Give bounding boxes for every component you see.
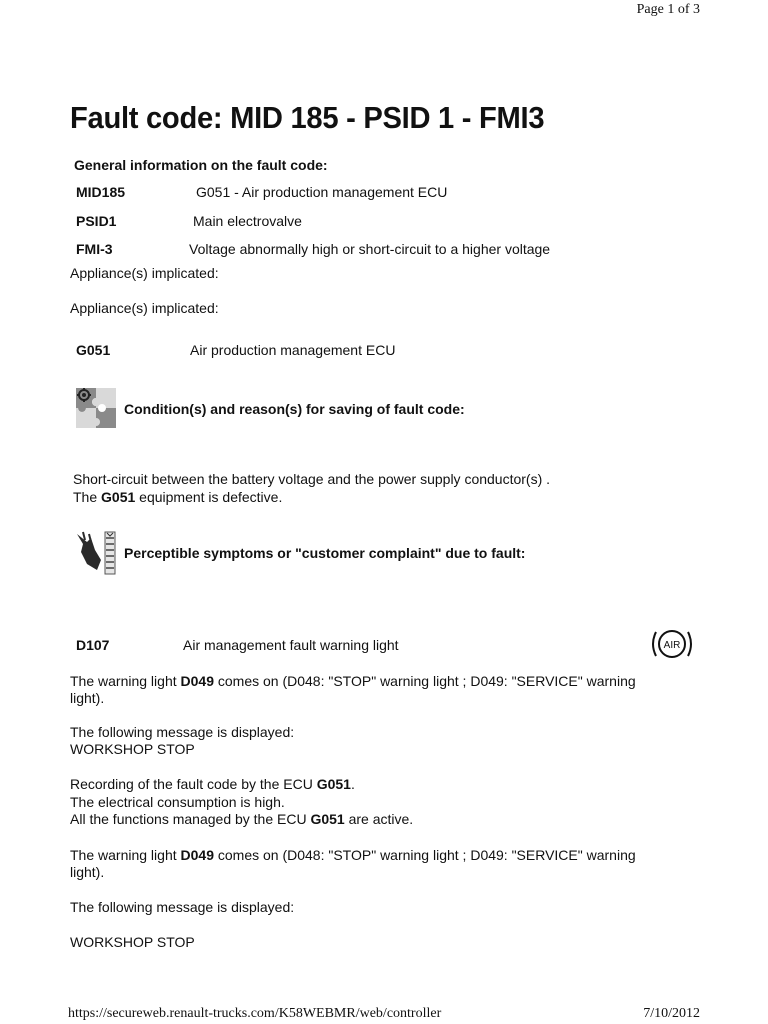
symptom-p2-line-1: The following message is displayed: bbox=[70, 724, 295, 740]
indicator-code: D107 bbox=[76, 637, 110, 653]
page-indicator: Page 1 of 3 bbox=[636, 2, 700, 17]
air-warning-icon bbox=[649, 626, 695, 662]
info-code-psid: PSID1 bbox=[76, 213, 117, 229]
appliance-code: G051 bbox=[76, 342, 111, 358]
footer-date: 7/10/2012 bbox=[643, 1006, 700, 1021]
symptom-p1-line-1: The warning light D049 comes on (D048: "STOP" warning light ; D049: "SERVICE" warning bbox=[70, 673, 636, 689]
symptom-p1-line-2: light). bbox=[70, 690, 105, 706]
conditions-line-2: The G051 equipment is defective. bbox=[73, 489, 283, 505]
symptom-p3-line-2: The electrical consumption is high. bbox=[70, 794, 285, 810]
conditions-line-1: Short-circuit between the battery voltage and the power supply conductor(s) . bbox=[73, 471, 551, 487]
hand-touch-icon bbox=[73, 530, 117, 576]
gear-puzzle-icon bbox=[74, 386, 118, 430]
info-code-mid: MID185 bbox=[76, 184, 126, 200]
indicator-text: Air management fault warning light bbox=[183, 637, 399, 653]
symptom-p3-line-1: Recording of the fault code by the ECU G051. bbox=[70, 776, 355, 792]
symptom-p5-line-1: The following message is displayed: bbox=[70, 899, 295, 915]
info-text-fmi: Voltage abnormally high or short-circuit to a higher voltage bbox=[189, 241, 551, 257]
appliances-label: Appliance(s) implicated: bbox=[70, 265, 219, 281]
symptom-p5-line-2: WORKSHOP STOP bbox=[70, 934, 195, 950]
appliances-label-repeat: Appliance(s) implicated: bbox=[70, 300, 219, 316]
symptom-p4-line-2: light). bbox=[70, 864, 105, 880]
info-code-fmi: FMI-3 bbox=[76, 241, 113, 257]
symptom-p2-line-2: WORKSHOP STOP bbox=[70, 741, 195, 757]
general-info-heading: General information on the fault code: bbox=[74, 157, 328, 173]
symptoms-heading: Perceptible symptoms or "customer complaint" due to fault: bbox=[124, 545, 526, 561]
appliance-text: Air production management ECU bbox=[190, 342, 396, 358]
info-text-psid: Main electrovalve bbox=[193, 213, 302, 229]
info-text-mid: G051 - Air production management ECU bbox=[196, 184, 448, 200]
footer-url[interactable]: https://secureweb.renault-trucks.com/K58WEBMR/web/controller bbox=[68, 1006, 442, 1021]
symptom-p4-line-1: The warning light D049 comes on (D048: "STOP" warning light ; D049: "SERVICE" warning bbox=[70, 847, 636, 863]
symptom-p3-line-3: All the functions managed by the ECU G051 are active. bbox=[70, 811, 414, 827]
page-title: Fault code: MID 185 - PSID 1 - FMI3 bbox=[70, 100, 545, 135]
air-icon-label: AIR bbox=[663, 640, 681, 651]
conditions-heading: Condition(s) and reason(s) for saving of fault code: bbox=[124, 401, 465, 417]
